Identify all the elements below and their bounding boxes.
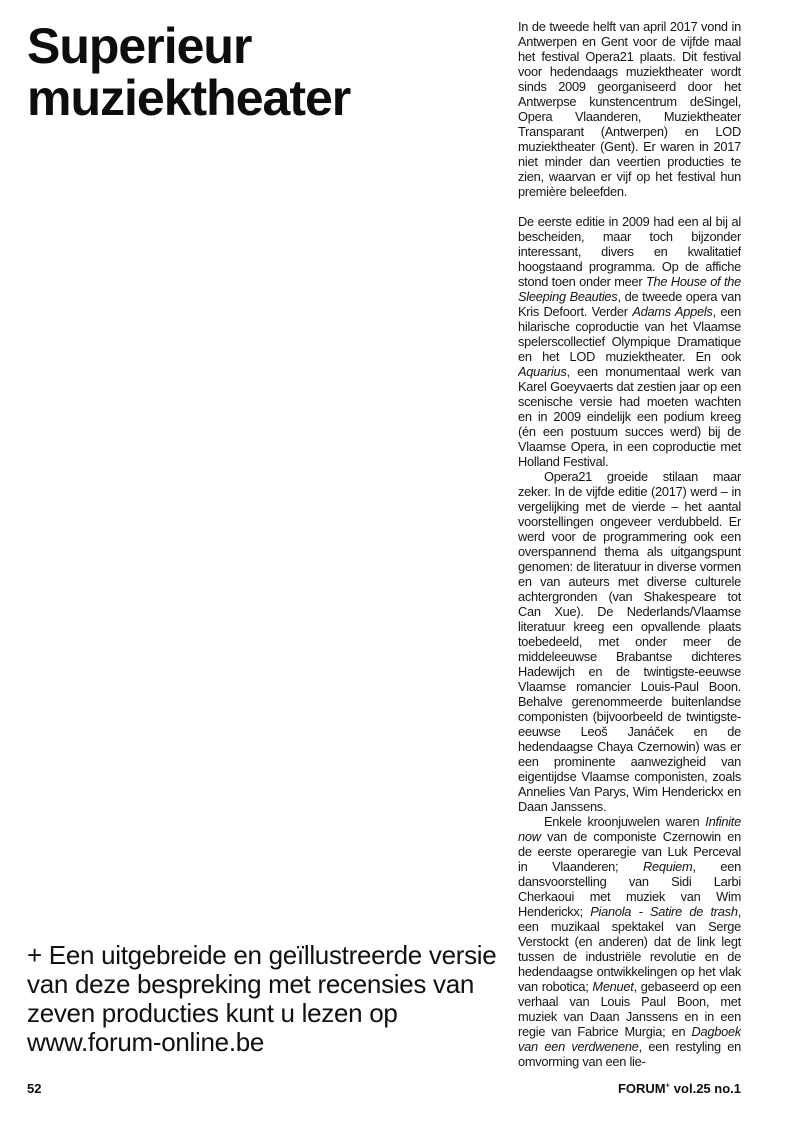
paragraph-text: , een muzikaal spektakel van Serge Verstockt (en anderen) dat de link legt tussen de industriële revolutie en de hedendaagse ontwikkelingen op het vlak van robotica;: [518, 904, 741, 994]
paragraph-text: Opera21 groeide stilaan maar zeker. In de vijfde editie (2017) werd – in vergelijking met de vierde – het aantal voorstellingen ongeveer verdubbeld. Er werd voor de programmering ook een overspannend thema als uitgangspunt genomen: de literatuur in diverse vormen en van auteurs met diverse culturele achtergronden (van Shakespeare tot Can Xue). De Nederlands/Vlaamse literatuur kreeg een opvallende plaats toebedeeld, met onder meer de middeleeuwse Brabantse dichteres Hadewijch en de twintigste-eeuwse Vlaamse romancier Louis-Paul Boon. Behalve gerenommeerde buitenlandse componisten (bijvoorbeeld de twintigste-eeuwse Leoš Janáček en de hedendaagse Chaya Czernowin) was er een prominente aanwezigheid van eigentijdse Vlaamse componisten, zoals Annelies Van Parys, Wim Henderickx en Daan Janssens.: [518, 469, 741, 814]
online-version-note: + Een uitgebreide en geïllustreerde versie van deze bespreking met recensies van zeven producties kunt u lezen op www.forum-online.be: [27, 940, 497, 1057]
work-title-italic: Aquarius: [518, 364, 567, 379]
work-title-italic: Requiem: [642, 859, 693, 874]
article-column: [518, 19, 741, 1069]
page-title: Superieur muziektheater: [27, 18, 351, 126]
paragraph-text: , de tweede opera van Kris Defoort. Verder: [518, 289, 741, 319]
journal-issue: vol.25 no.1: [673, 1081, 741, 1096]
paragraph-text: De eerste editie in 2009 had een al bij al bescheiden, maar toch bijzonder interessant, divers en kwalitatief hoogstaand programma. Op de affiche stond toen onder meer: [518, 214, 741, 289]
paragraph-text: , een hilarische coproductie van het Vlaamse spelerscollectief Olympique Dramatique en het LOD muziektheater. En ook: [518, 304, 741, 364]
paragraph-text: In de tweede helft van april 2017 vond in Antwerpen en Gent voor de vijfde maal het festival Opera21 plaats. Dit festival voor hedendaags muziektheater wordt sinds 2009 georganiseerd door het Antwerpse kunstencentrum deSingel, Opera Vlaanderen, Muziektheater Transparant (Antwerpen) en LOD muziektheater (Gent). Er waren in 2017 niet minder dan veertien producties te zien, waarvan er vijf op het festival hun première beleefden.: [518, 19, 741, 199]
work-title-italic: Dagboek van een verdwenene: [518, 1024, 741, 1054]
work-title-italic: The House of the Sleeping Beauties: [518, 274, 741, 304]
paragraph-text: , een monumentaal werk van Karel Goeyvaerts dat zestien jaar op een scenische versie had moeten wachten en in 2009 eindelijk een podium kreeg (én een postuum succes werd) bij de Vlaamse Opera, in een coproductie met Holland Festival.: [518, 364, 741, 469]
paragraph-text: , een dansvoorstelling van Sidi Larbi Cherkaoui met muziek van Wim Henderickx;: [518, 859, 741, 919]
paragraph-text: van de componiste Czernowin en de eerste operaregie van Luk Perceval in Vlaanderen;: [518, 829, 741, 874]
journal-plus-mark: +: [665, 1081, 670, 1090]
work-title-italic: Infinite now: [518, 814, 741, 844]
paragraph-text: , een restyling en omvorming van een lie-: [518, 1039, 741, 1069]
work-title-italic: Adams Appels: [632, 304, 713, 319]
journal-name: FORUM: [617, 1081, 666, 1096]
article-paragraph: [518, 19, 741, 199]
paragraph-text: Enkele kroonjuwelen waren: [544, 814, 706, 829]
article-paragraph: [518, 814, 741, 1069]
page-number: 52: [27, 1081, 42, 1096]
paragraph-text: , gebaseerd op een verhaal van Louis Paul Boon, met muziek van Daan Janssens en in een regie van Fabrice Murgia; en: [518, 979, 741, 1039]
work-title-italic: Menuet: [592, 979, 634, 994]
article-paragraph: [518, 214, 741, 469]
work-title-italic: Pianola - Satire de trash: [590, 904, 738, 919]
article-paragraph: [518, 469, 741, 814]
journal-footer: [618, 1081, 741, 1096]
